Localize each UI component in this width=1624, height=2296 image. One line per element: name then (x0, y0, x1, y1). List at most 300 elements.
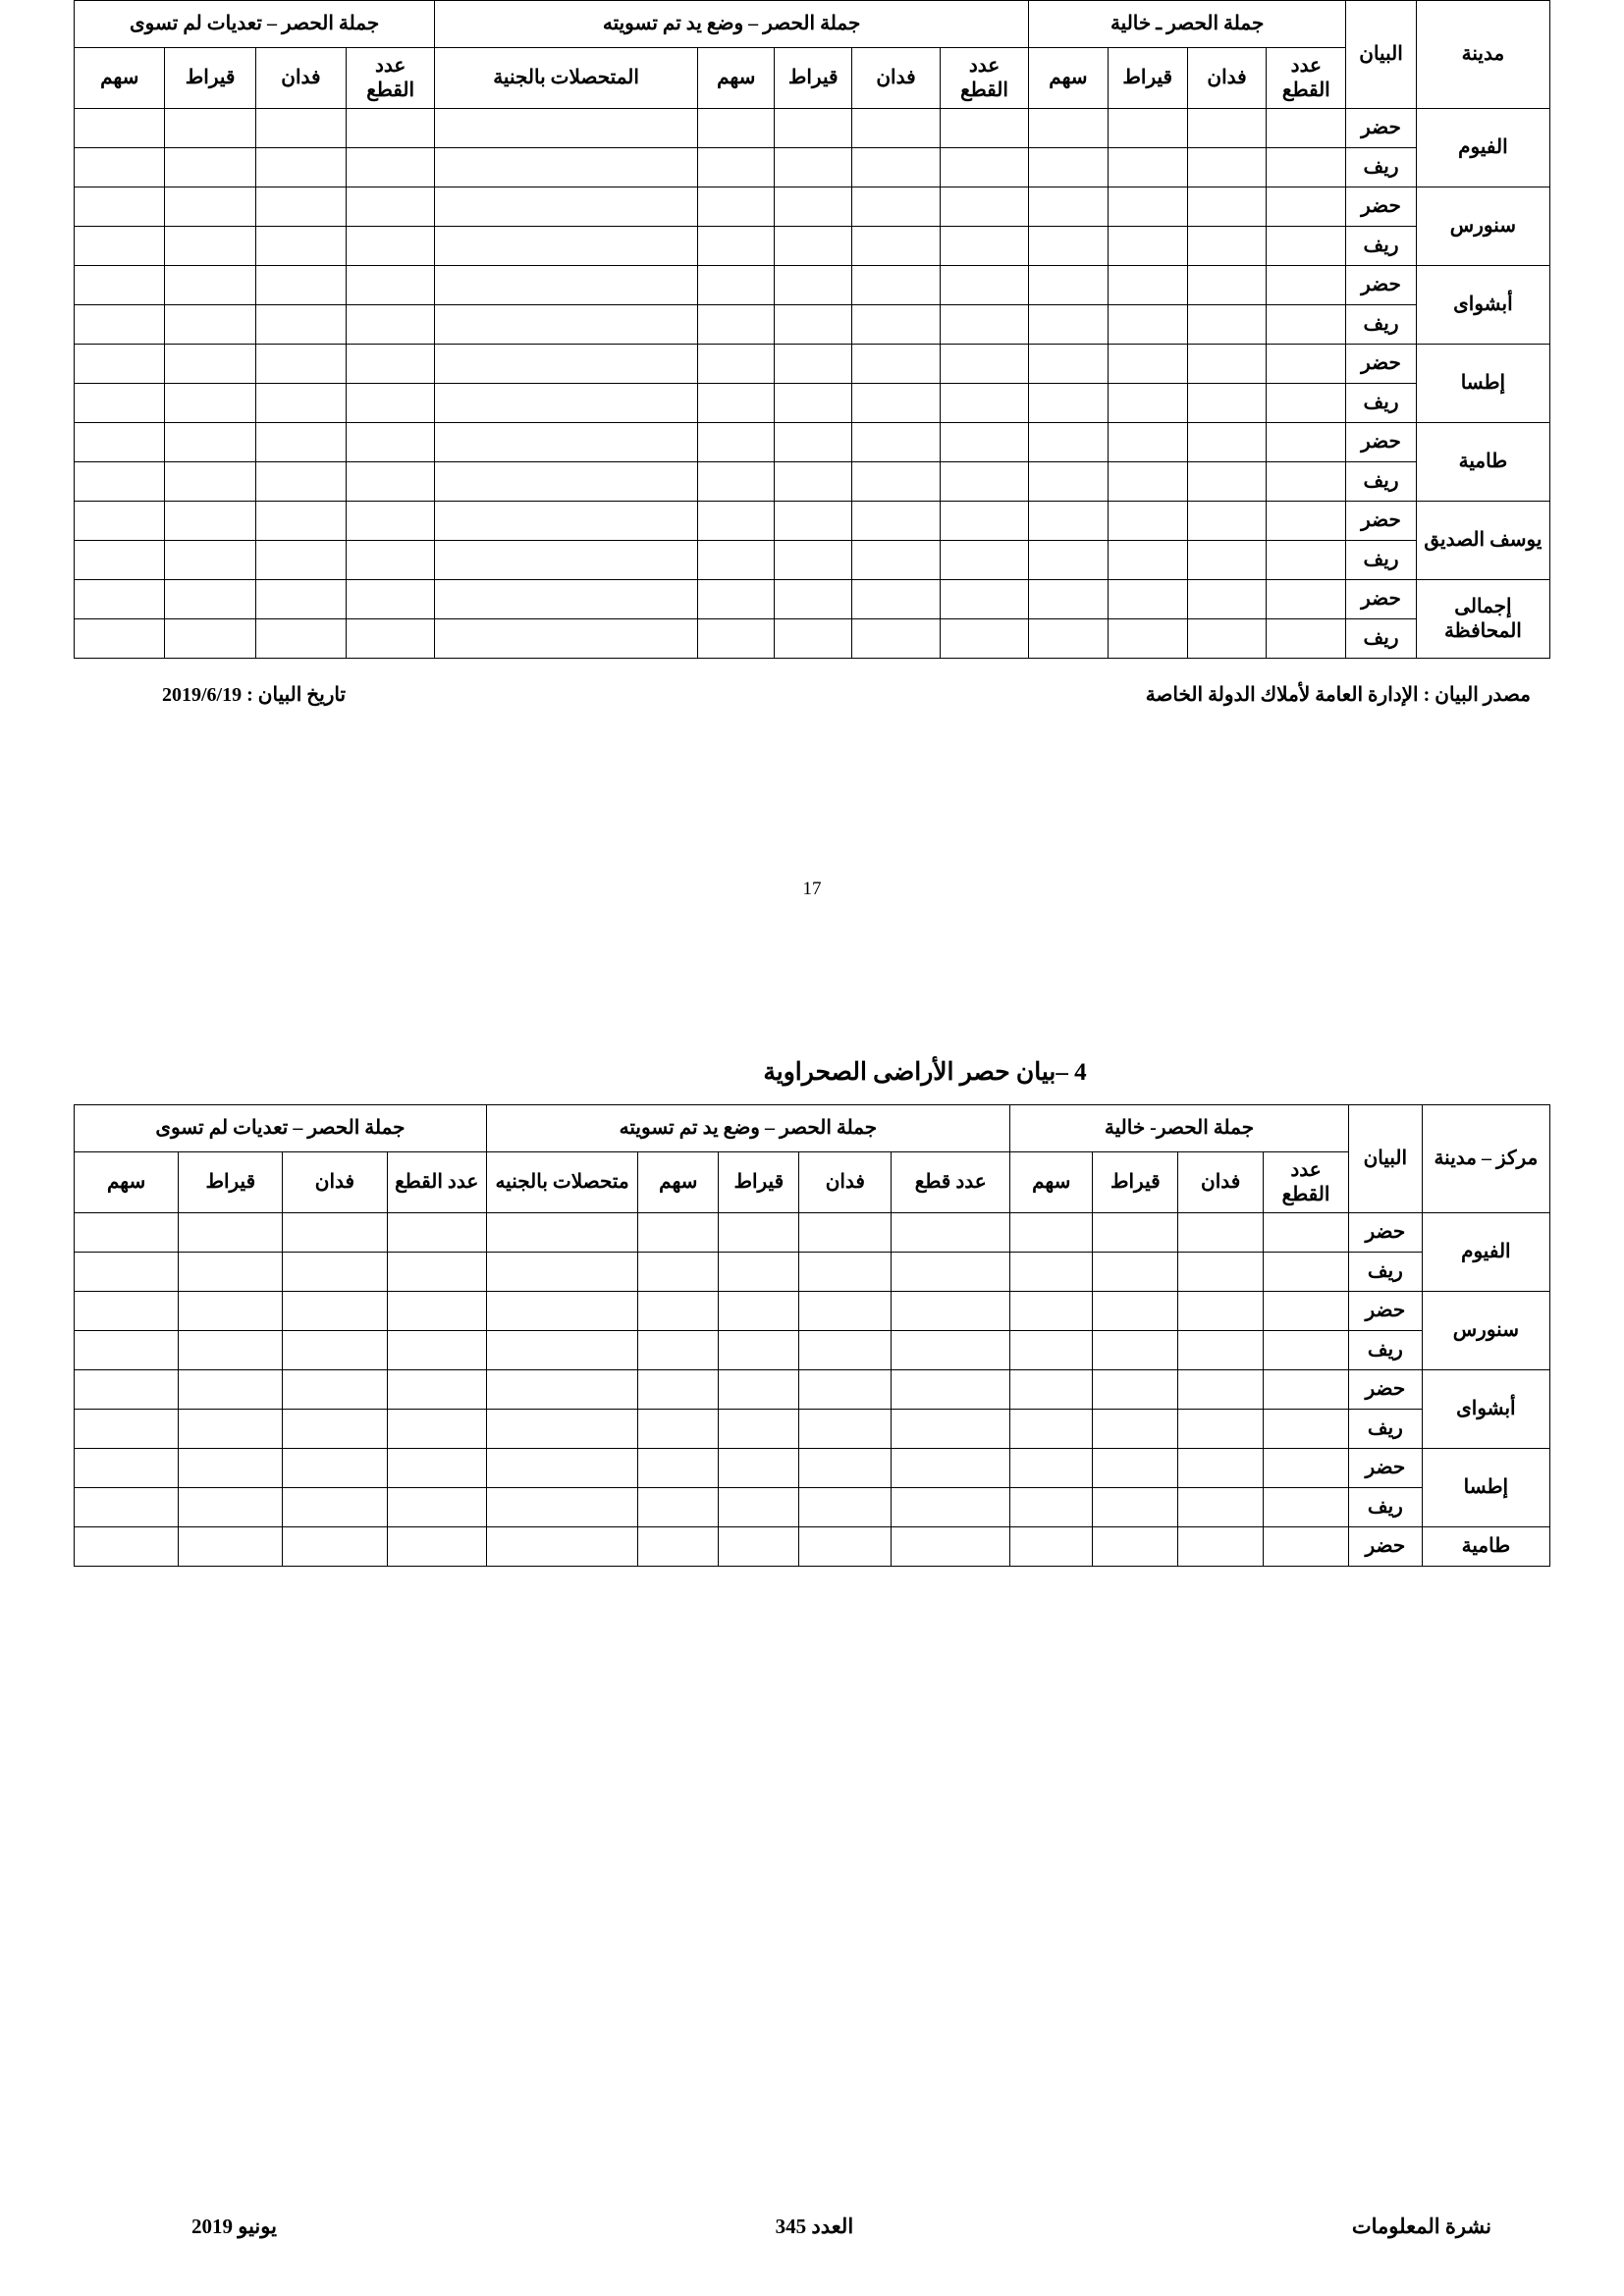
cell (775, 109, 851, 148)
col-settled-qeta-count: عدد القطع (941, 48, 1029, 109)
cell (1267, 580, 1346, 619)
cell (1264, 1331, 1349, 1370)
cell (799, 1213, 892, 1253)
cell (1029, 266, 1109, 305)
cell (1187, 266, 1267, 305)
cell (1029, 187, 1109, 227)
cell (1264, 1410, 1349, 1449)
cell (1010, 1410, 1093, 1449)
group-unsettled: جملة الحصر – تعديات لم تسوى (75, 1105, 487, 1152)
cell (1093, 1213, 1178, 1253)
cell (941, 109, 1029, 148)
cell (255, 148, 346, 187)
cell (638, 1331, 719, 1370)
cell (435, 580, 698, 619)
cell (75, 1410, 179, 1449)
cell (851, 227, 940, 266)
cell (347, 619, 435, 659)
cell (1187, 580, 1267, 619)
cell (1029, 109, 1109, 148)
cell (1267, 345, 1346, 384)
table-header-sub-row (75, 48, 1550, 109)
col-empty-fadan: فدان (1178, 1152, 1264, 1213)
col-bayan: البيان (1348, 1105, 1422, 1213)
cell (75, 619, 165, 659)
cell (1029, 502, 1109, 541)
cell (1267, 541, 1346, 580)
table-row (75, 1527, 1550, 1567)
cell (1187, 384, 1267, 423)
cell (486, 1410, 637, 1449)
cell (387, 1449, 486, 1488)
cell (347, 187, 435, 227)
cell (255, 305, 346, 345)
row-bayan-urban: حضر (1348, 1292, 1422, 1331)
cell (719, 1527, 799, 1567)
cell (179, 1527, 283, 1567)
cell (1267, 462, 1346, 502)
cell (387, 1292, 486, 1331)
cell (719, 1449, 799, 1488)
cell (719, 1488, 799, 1527)
cell (698, 187, 775, 227)
col-empty-qirat: قيراط (1108, 48, 1187, 109)
cell (698, 345, 775, 384)
cell (638, 1527, 719, 1567)
cell (435, 462, 698, 502)
cell (165, 187, 255, 227)
cell (719, 1410, 799, 1449)
cell (1264, 1370, 1349, 1410)
col-city: مركز – مدينة (1422, 1105, 1549, 1213)
cell (1093, 1410, 1178, 1449)
cell (775, 423, 851, 462)
col-unsettled-sahm: سهم (75, 48, 165, 109)
cell (1093, 1253, 1178, 1292)
cell (283, 1292, 387, 1331)
table-row (75, 187, 1550, 227)
row-bayan-urban: حضر (1346, 423, 1417, 462)
table-row (75, 1331, 1550, 1370)
table-row (75, 1213, 1550, 1253)
cell (851, 187, 940, 227)
table-row (75, 1370, 1550, 1410)
cell (1187, 345, 1267, 384)
table-row (75, 305, 1550, 345)
cell (719, 1253, 799, 1292)
cell (283, 1253, 387, 1292)
cell (255, 227, 346, 266)
table-row (75, 1449, 1550, 1488)
cell (486, 1331, 637, 1370)
cell (638, 1488, 719, 1527)
cell (1093, 1488, 1178, 1527)
cell (255, 109, 346, 148)
cell (1010, 1527, 1093, 1567)
cell (851, 345, 940, 384)
cell (347, 148, 435, 187)
table-row (75, 1253, 1550, 1292)
cell (1029, 227, 1109, 266)
cell (1178, 1410, 1264, 1449)
cell (1093, 1331, 1178, 1370)
table-row (75, 1488, 1550, 1527)
cell (775, 187, 851, 227)
col-settled-mutahasilat: متحصلات بالجنيه (486, 1152, 637, 1213)
cell (851, 305, 940, 345)
cell (719, 1292, 799, 1331)
desert-land-inventory-table-2 (74, 1104, 1550, 1567)
cell (1029, 619, 1109, 659)
cell (347, 266, 435, 305)
cell (775, 227, 851, 266)
cell (347, 384, 435, 423)
table-header-group-row (75, 1105, 1550, 1152)
cell (1029, 305, 1109, 345)
cell (387, 1527, 486, 1567)
cell (75, 1213, 179, 1253)
cell (719, 1213, 799, 1253)
cell (179, 1292, 283, 1331)
cell (1187, 502, 1267, 541)
cell (1010, 1370, 1093, 1410)
row-city: طامية (1422, 1527, 1549, 1567)
cell (1187, 187, 1267, 227)
col-unsettled-qeta-count: عدد القطع (347, 48, 435, 109)
cell (1108, 227, 1187, 266)
row-city-total: إجمالى المحافظة (1416, 580, 1549, 659)
cell (941, 462, 1029, 502)
cell (698, 109, 775, 148)
row-city: الفيوم (1422, 1213, 1549, 1292)
cell (941, 305, 1029, 345)
row-city: طامية (1416, 423, 1549, 502)
cell (75, 187, 165, 227)
cell (698, 227, 775, 266)
cell (435, 227, 698, 266)
cell (1267, 305, 1346, 345)
cell (698, 462, 775, 502)
col-bayan: البيان (1346, 1, 1417, 109)
cell (179, 1370, 283, 1410)
cell (486, 1370, 637, 1410)
table-header-sub-row (75, 1152, 1550, 1213)
cell (892, 1253, 1010, 1292)
cell (255, 423, 346, 462)
col-empty-fadan: فدان (1187, 48, 1267, 109)
cell (255, 541, 346, 580)
col-empty-sahm: سهم (1010, 1152, 1093, 1213)
row-bayan-rural: ريف (1346, 619, 1417, 659)
group-empty: جملة الحصر- خالية (1010, 1105, 1349, 1152)
cell (638, 1253, 719, 1292)
cell (75, 227, 165, 266)
cell (75, 148, 165, 187)
cell (1267, 227, 1346, 266)
cell (698, 619, 775, 659)
col-settled-fadan: فدان (851, 48, 940, 109)
row-city: أبشواى (1422, 1370, 1549, 1449)
col-empty-qirat: قيراط (1093, 1152, 1178, 1213)
cell (719, 1331, 799, 1370)
cell (892, 1488, 1010, 1527)
cell (941, 227, 1029, 266)
cell (1187, 305, 1267, 345)
cell (799, 1488, 892, 1527)
cell (1108, 305, 1187, 345)
table-row (75, 462, 1550, 502)
table-row (75, 502, 1550, 541)
cell (75, 1331, 179, 1370)
cell (347, 541, 435, 580)
col-unsettled-qeta-count: عدد القطع (387, 1152, 486, 1213)
cell (1178, 1449, 1264, 1488)
cell (75, 1527, 179, 1567)
section-title: 4 –بيان حصر الأراضى الصحراوية (763, 1059, 1087, 1086)
cell (347, 345, 435, 384)
cell (179, 1449, 283, 1488)
row-bayan-rural: ريف (1346, 541, 1417, 580)
col-city: مدينة (1416, 1, 1549, 109)
row-bayan-urban: حضر (1348, 1213, 1422, 1253)
row-bayan-rural: ريف (1348, 1331, 1422, 1370)
cell (799, 1527, 892, 1567)
cell (75, 580, 165, 619)
cell (851, 109, 940, 148)
col-settled-qeta-count: عدد قطع (892, 1152, 1010, 1213)
cell (435, 148, 698, 187)
cell (1178, 1331, 1264, 1370)
row-bayan-rural: ريف (1348, 1410, 1422, 1449)
cell (1267, 502, 1346, 541)
row-bayan-urban: حضر (1346, 502, 1417, 541)
cell (1108, 462, 1187, 502)
cell (941, 345, 1029, 384)
cell (165, 266, 255, 305)
cell (283, 1527, 387, 1567)
cell (698, 266, 775, 305)
cell (75, 502, 165, 541)
cell (1264, 1527, 1349, 1567)
cell (1108, 109, 1187, 148)
page-number: 17 (802, 879, 822, 899)
col-unsettled-qirat: قيراط (165, 48, 255, 109)
cell (165, 462, 255, 502)
cell (486, 1253, 637, 1292)
cell (851, 541, 940, 580)
cell (75, 1253, 179, 1292)
cell (1108, 580, 1187, 619)
cell (1108, 148, 1187, 187)
cell (387, 1213, 486, 1253)
cell (255, 266, 346, 305)
cell (799, 1410, 892, 1449)
col-empty-qeta-count: عدد القطع (1264, 1152, 1349, 1213)
cell (1093, 1449, 1178, 1488)
cell (1108, 541, 1187, 580)
row-bayan-urban: حضر (1348, 1527, 1422, 1567)
cell (851, 266, 940, 305)
cell (892, 1449, 1010, 1488)
cell (851, 580, 940, 619)
cell (1178, 1253, 1264, 1292)
cell (892, 1292, 1010, 1331)
cell (698, 502, 775, 541)
cell (75, 109, 165, 148)
cell (165, 345, 255, 384)
col-unsettled-qirat: قيراط (179, 1152, 283, 1213)
cell (1108, 187, 1187, 227)
cell (1010, 1253, 1093, 1292)
row-bayan-urban: حضر (1346, 187, 1417, 227)
cell (698, 148, 775, 187)
cell (179, 1253, 283, 1292)
cell (892, 1370, 1010, 1410)
cell (892, 1527, 1010, 1567)
cell (941, 423, 1029, 462)
cell (1010, 1213, 1093, 1253)
cell (165, 580, 255, 619)
cell (486, 1527, 637, 1567)
cell (941, 187, 1029, 227)
cell (1187, 109, 1267, 148)
cell (892, 1331, 1010, 1370)
cell (1093, 1292, 1178, 1331)
row-bayan-rural: ريف (1348, 1488, 1422, 1527)
cell (435, 541, 698, 580)
cell (165, 109, 255, 148)
cell (941, 502, 1029, 541)
row-city: إطسا (1416, 345, 1549, 423)
cell (698, 541, 775, 580)
row-bayan-rural: ريف (1348, 1253, 1422, 1292)
cell (435, 423, 698, 462)
cell (75, 305, 165, 345)
col-unsettled-fadan: فدان (283, 1152, 387, 1213)
cell (347, 462, 435, 502)
row-bayan-rural: ريف (1346, 462, 1417, 502)
cell (435, 502, 698, 541)
cell (1029, 541, 1109, 580)
cell (1108, 502, 1187, 541)
cell (1093, 1527, 1178, 1567)
cell (1029, 384, 1109, 423)
group-unsettled: جملة الحصر – تعديات لم تسوى (75, 1, 435, 48)
cell (283, 1488, 387, 1527)
cell (851, 384, 940, 423)
cell (1267, 148, 1346, 187)
table-header-group-row (75, 1, 1550, 48)
cell (1029, 423, 1109, 462)
cell (1187, 541, 1267, 580)
cell (347, 502, 435, 541)
cell (1010, 1488, 1093, 1527)
source-note: مصدر البيان : الإدارة العامة لأملاك الدولة الخاصة (1145, 684, 1531, 706)
cell (255, 462, 346, 502)
cell (1029, 148, 1109, 187)
footer-right: نشرة المعلومات (1351, 2215, 1491, 2238)
col-settled-mutahasilat: المتحصلات بالجنية (435, 48, 698, 109)
table-row (75, 423, 1550, 462)
cell (165, 502, 255, 541)
cell (486, 1488, 637, 1527)
cell (799, 1370, 892, 1410)
cell (1178, 1527, 1264, 1567)
row-bayan-rural: ريف (1346, 148, 1417, 187)
cell (283, 1410, 387, 1449)
cell (347, 227, 435, 266)
cell (799, 1253, 892, 1292)
table-notes (74, 682, 1550, 707)
cell (1267, 384, 1346, 423)
cell (1187, 619, 1267, 659)
cell (1264, 1292, 1349, 1331)
cell (638, 1449, 719, 1488)
cell (1029, 345, 1109, 384)
cell (698, 423, 775, 462)
cell (698, 580, 775, 619)
cell (941, 619, 1029, 659)
cell (387, 1410, 486, 1449)
cell (1187, 423, 1267, 462)
cell (941, 384, 1029, 423)
col-empty-qeta-count: عدد القطع (1267, 48, 1346, 109)
cell (1108, 266, 1187, 305)
cell (775, 305, 851, 345)
row-city: أبشواى (1416, 266, 1549, 345)
row-city: إطسا (1422, 1449, 1549, 1527)
cell (387, 1488, 486, 1527)
cell (435, 619, 698, 659)
cell (283, 1370, 387, 1410)
cell (347, 423, 435, 462)
table-row-total (75, 580, 1550, 619)
row-city: سنورس (1422, 1292, 1549, 1370)
cell (486, 1213, 637, 1253)
cell (638, 1292, 719, 1331)
table-row (75, 1410, 1550, 1449)
cell (851, 619, 940, 659)
cell (1108, 345, 1187, 384)
cell (1187, 462, 1267, 502)
cell (638, 1410, 719, 1449)
cell (1108, 619, 1187, 659)
cell (435, 345, 698, 384)
cell (283, 1331, 387, 1370)
cell (1108, 423, 1187, 462)
row-bayan-rural: ريف (1346, 227, 1417, 266)
cell (75, 462, 165, 502)
cell (255, 580, 346, 619)
cell (387, 1253, 486, 1292)
table-row (75, 227, 1550, 266)
cell (851, 462, 940, 502)
cell (255, 619, 346, 659)
cell (347, 580, 435, 619)
cell (698, 305, 775, 345)
cell (1264, 1253, 1349, 1292)
col-settled-qirat: قيراط (719, 1152, 799, 1213)
cell (1264, 1213, 1349, 1253)
cell (179, 1488, 283, 1527)
cell (1010, 1449, 1093, 1488)
cell (1264, 1449, 1349, 1488)
cell (486, 1449, 637, 1488)
cell (892, 1410, 1010, 1449)
row-bayan-rural: ريف (1346, 305, 1417, 345)
cell (1029, 462, 1109, 502)
row-city: يوسف الصديق (1416, 502, 1549, 580)
